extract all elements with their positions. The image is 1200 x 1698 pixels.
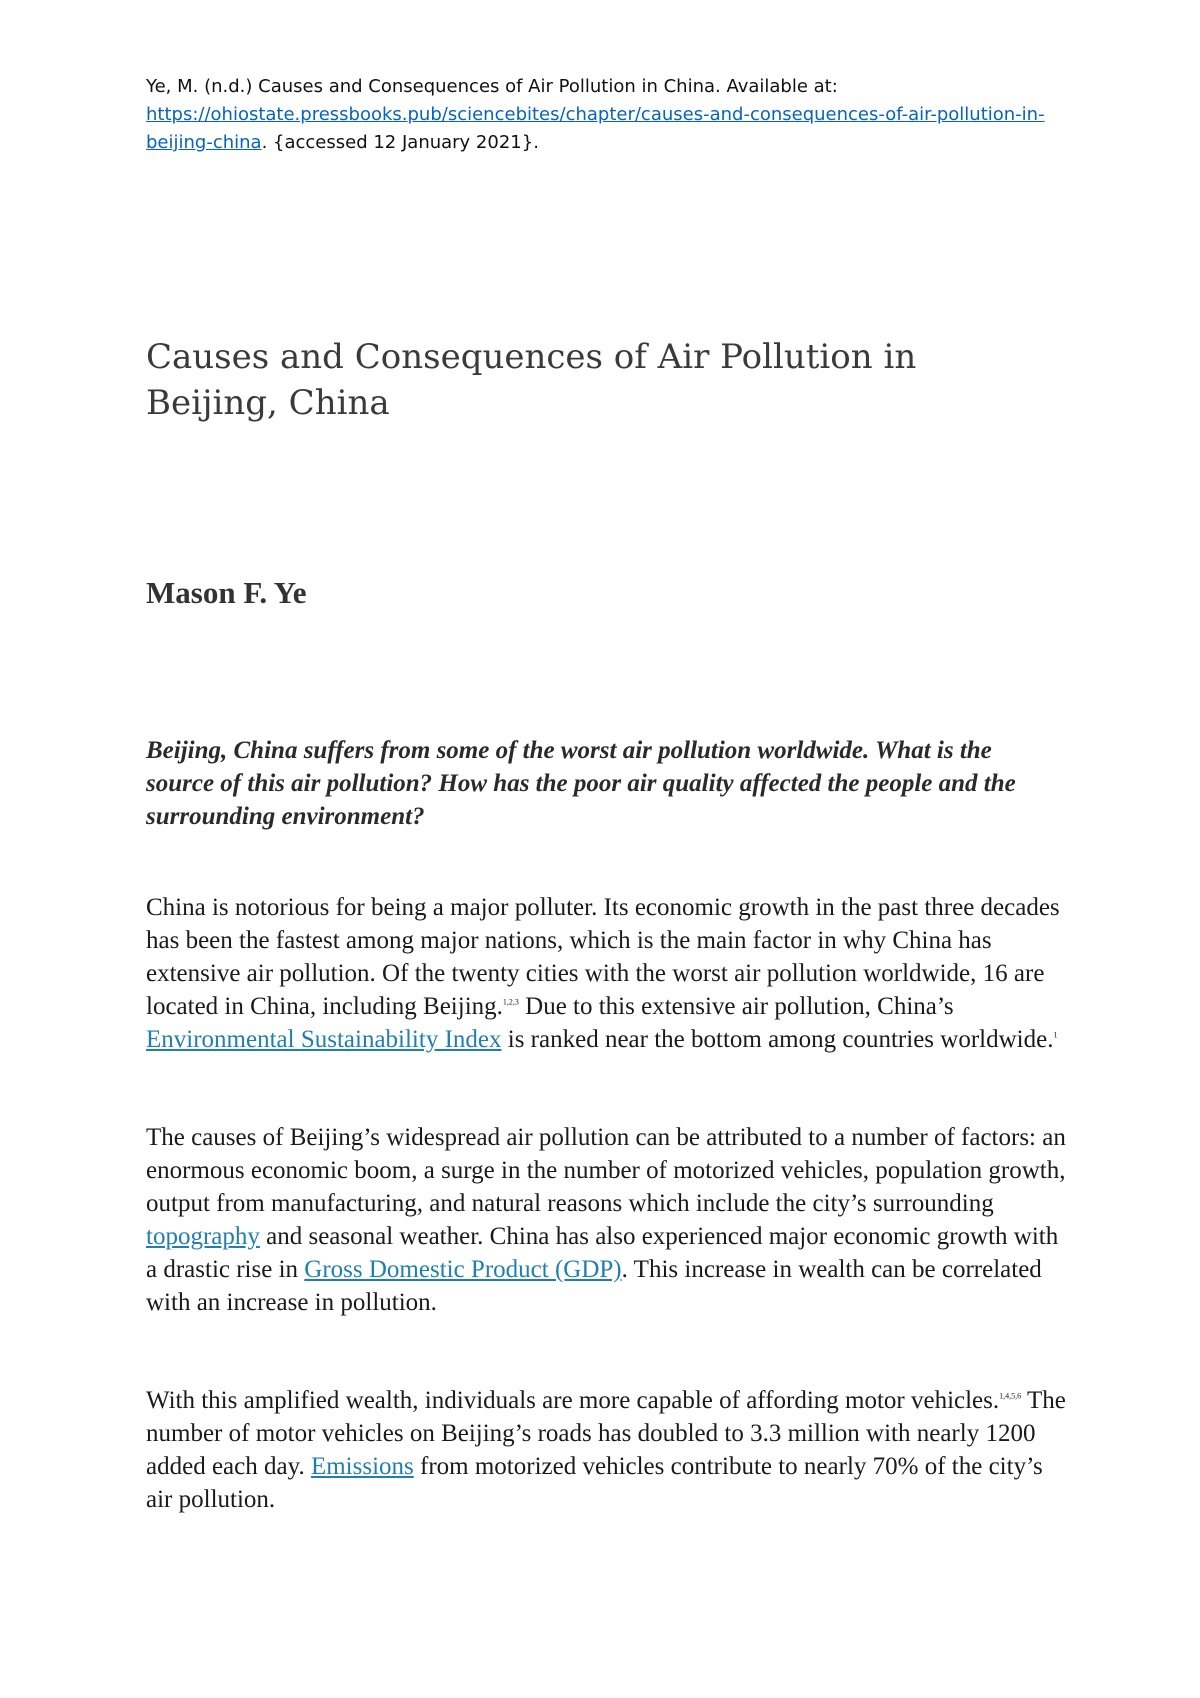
link-topography[interactable]: topography: [146, 1223, 260, 1250]
citation-link[interactable]: https://ohiostate.pressbooks.pub/sciencebites/chapter/causes-and-consequences-of-air-pollution-in-beijing-china: [146, 104, 1045, 153]
paragraph-3-text: The number of motor vehicles on Beijing’s roads has doubled to 3.3 million with nearly 1200 added each day.: [146, 1387, 1066, 1480]
citation-text: Ye, M. (n.d.) Causes and Consequences of Air Pollution in China. Available at:: [146, 76, 838, 97]
paragraph-2-text: The causes of Beijing’s widespread air pollution can be attributed to a number of factors: an enormous economic boom, a surge in the number of motorized vehicles, population growth, output from manufacturing, and natural reasons which include the city’s surrounding: [146, 1124, 1066, 1217]
paragraph-3: [146, 1384, 1066, 1516]
link-emissions[interactable]: Emissions: [310, 1453, 414, 1480]
paragraph-2-text: and seasonal weather. China has also experienced major economic growth with a drastic rise in: [146, 1223, 1059, 1283]
paragraph-3-text: With this amplified wealth, individuals are more capable of affording motor vehicles.: [146, 1387, 1000, 1414]
citation-accessed: . {accessed 12 January 2021}.: [261, 132, 539, 153]
article-title: Causes and Consequences of Air Pollution in Beijing, China: [146, 337, 917, 423]
reference-marker: 1: [1053, 1030, 1058, 1040]
paragraph-2: [146, 1121, 1066, 1319]
reference-marker: 1,4,5,6: [999, 1391, 1022, 1401]
citation: [146, 73, 1066, 157]
paragraph-3-text: from motorized vehicles contribute to nearly 70% of the city’s air pollution.: [146, 1453, 1043, 1513]
article-author: Mason F. Ye: [146, 575, 307, 610]
paragraph-1-text: China is notorious for being a major polluter. Its economic growth in the past three decades has been the fastest among major nations, which is the main factor in why China has extensive air pollution. Of the twenty cities with the worst air pollution worldwide, 16 are located in China, including Beijing.: [146, 894, 1060, 1020]
reference-marker: 1,2,3: [502, 997, 519, 1007]
paragraph-1-text: is ranked near the bottom among countries worldwide.: [501, 1026, 1054, 1053]
link-gdp[interactable]: Gross Domestic Product (GDP): [304, 1256, 622, 1283]
paragraph-2-text: . This increase in wealth can be correlated with an increase in pollution.: [146, 1256, 1042, 1316]
article-lede: Beijing, China suffers from some of the worst air pollution worldwide. What is the source of this air pollution? How has the poor air quality affected the people and the surrounding environment?: [146, 737, 1016, 830]
paragraph-1: [146, 891, 1066, 1056]
paragraph-1-text: Due to this extensive air pollution, China’s: [518, 993, 954, 1020]
link-environmental-sustainability-index[interactable]: Environmental Sustainability Index: [146, 1026, 502, 1053]
